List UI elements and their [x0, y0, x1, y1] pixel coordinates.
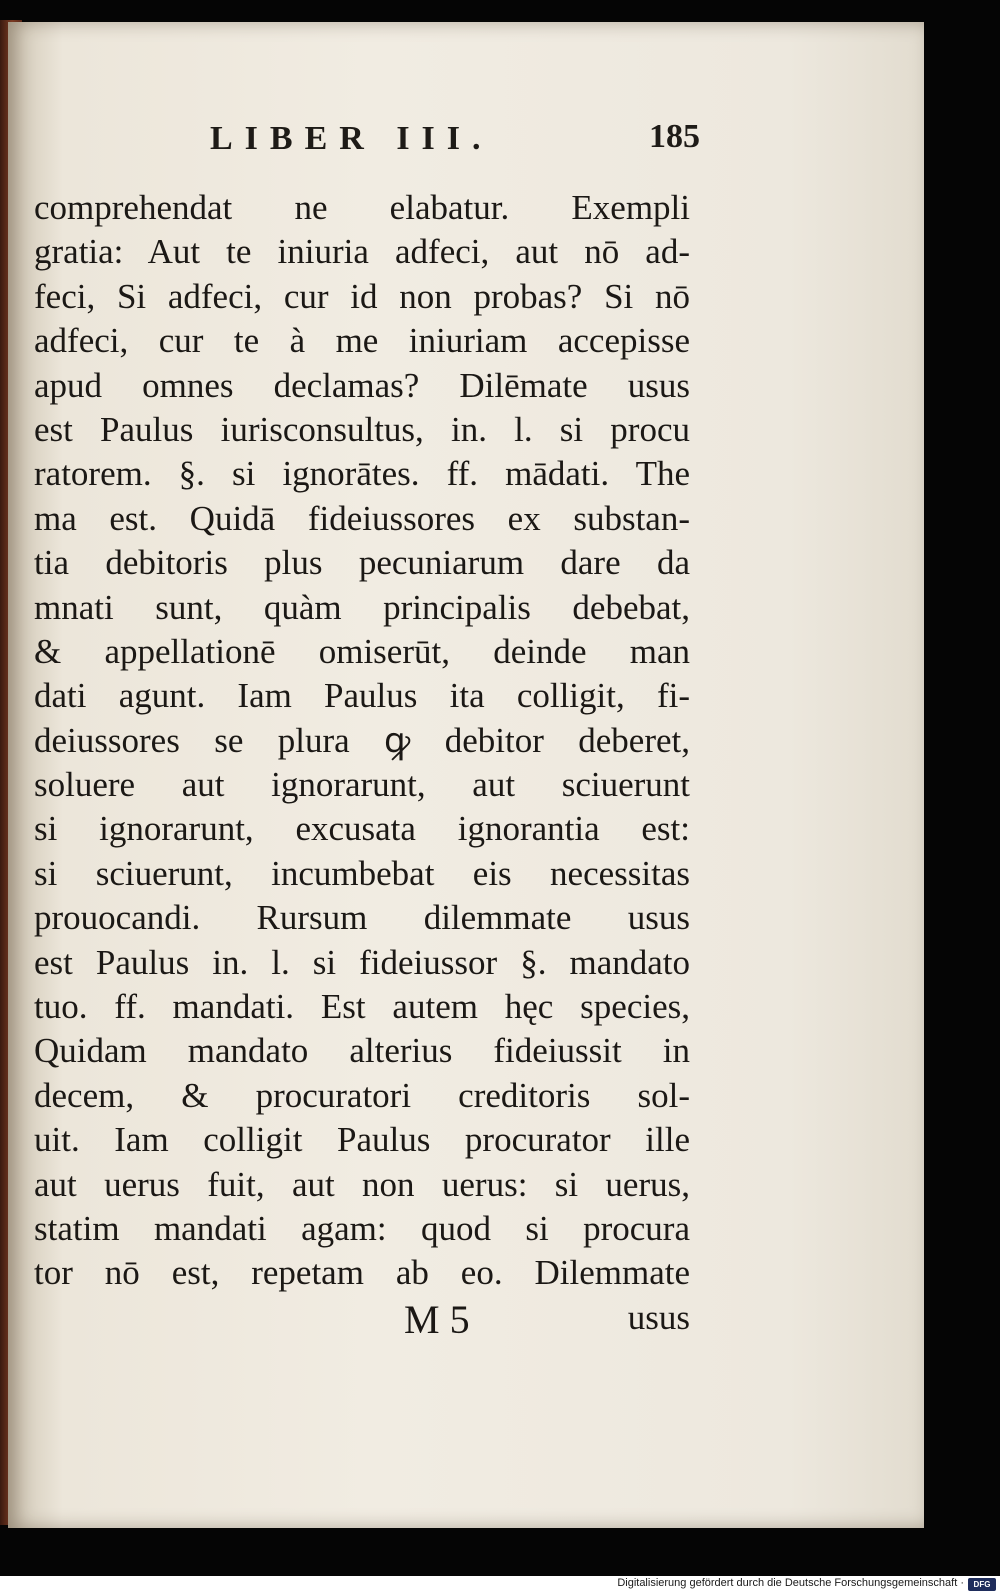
text-line: deiussores se plura ꝙ debitor deberet,: [34, 720, 690, 760]
text-line: est Paulus in. l. si fideiussor §. mandato: [34, 942, 690, 982]
text-line: dati agunt. Iam Paulus ita colligit, fi-: [34, 676, 690, 716]
page-header: [210, 112, 700, 172]
page-footer: [34, 1296, 690, 1346]
signature-mark: M 5: [404, 1297, 470, 1342]
text-line: ma est. Quidā fideiussores ex substan-: [34, 498, 690, 538]
text-line: Quidam mandato alterius fideiussit in: [34, 1031, 690, 1071]
text-line: adfeci, cur te à me iniuriam accepisse: [34, 321, 690, 361]
page-number: 185: [649, 118, 700, 155]
text-line: mnati sunt, quàm principalis debebat,: [34, 587, 690, 627]
text-line: feci, Si adfeci, cur id non probas? Si nō: [34, 276, 690, 316]
text-line: est Paulus iurisconsultus, in. l. si procu: [34, 409, 690, 449]
text-line: comprehendat ne elabatur. Exempli: [34, 188, 690, 227]
dfg-logo-icon: DFG: [968, 1578, 996, 1591]
text-line: gratia: Aut te iniuria adfeci, aut nō ad-: [34, 232, 690, 272]
text-line: prouocandi. Rursum dilemmate usus: [34, 898, 690, 938]
text-line: tor nō est, repetam ab eo. Dilemmate: [34, 1253, 690, 1293]
text-line: si ignorarunt, excusata ignorantia est:: [34, 809, 690, 849]
text-line: tuo. ff. mandati. Est autem hęc species,: [34, 987, 690, 1027]
text-line: & appellationē omiserūt, deinde man: [34, 631, 690, 671]
text-line: tia debitoris plus pecuniarum dare da: [34, 543, 690, 583]
running-title: LIBER III.: [210, 120, 493, 157]
text-line: uit. Iam colligit Paulus procurator ille: [34, 1120, 690, 1160]
text-line: soluere aut ignorarunt, aut sciuerunt: [34, 765, 690, 805]
digitization-credit: Digitalisierung gefördert durch die Deutsche Forschungsgemeinschaft ·: [617, 1577, 964, 1589]
body-text: [34, 186, 690, 1296]
text-line: aut uerus fuit, aut non uerus: si uerus,: [34, 1164, 690, 1204]
catchword: usus: [627, 1298, 690, 1337]
digitization-credit-bar: [0, 1576, 1000, 1594]
text-line: ratorem. §. si ignorātes. ff. mādati. The: [34, 454, 690, 494]
text-line: apud omnes declamas? Dilēmate usus: [34, 365, 690, 405]
text-line: statim mandati agam: quod si procura: [34, 1208, 690, 1248]
text-line: si sciuerunt, incumbebat eis necessitas: [34, 853, 690, 893]
text-line: decem, & procuratori creditoris sol-: [34, 1075, 690, 1115]
